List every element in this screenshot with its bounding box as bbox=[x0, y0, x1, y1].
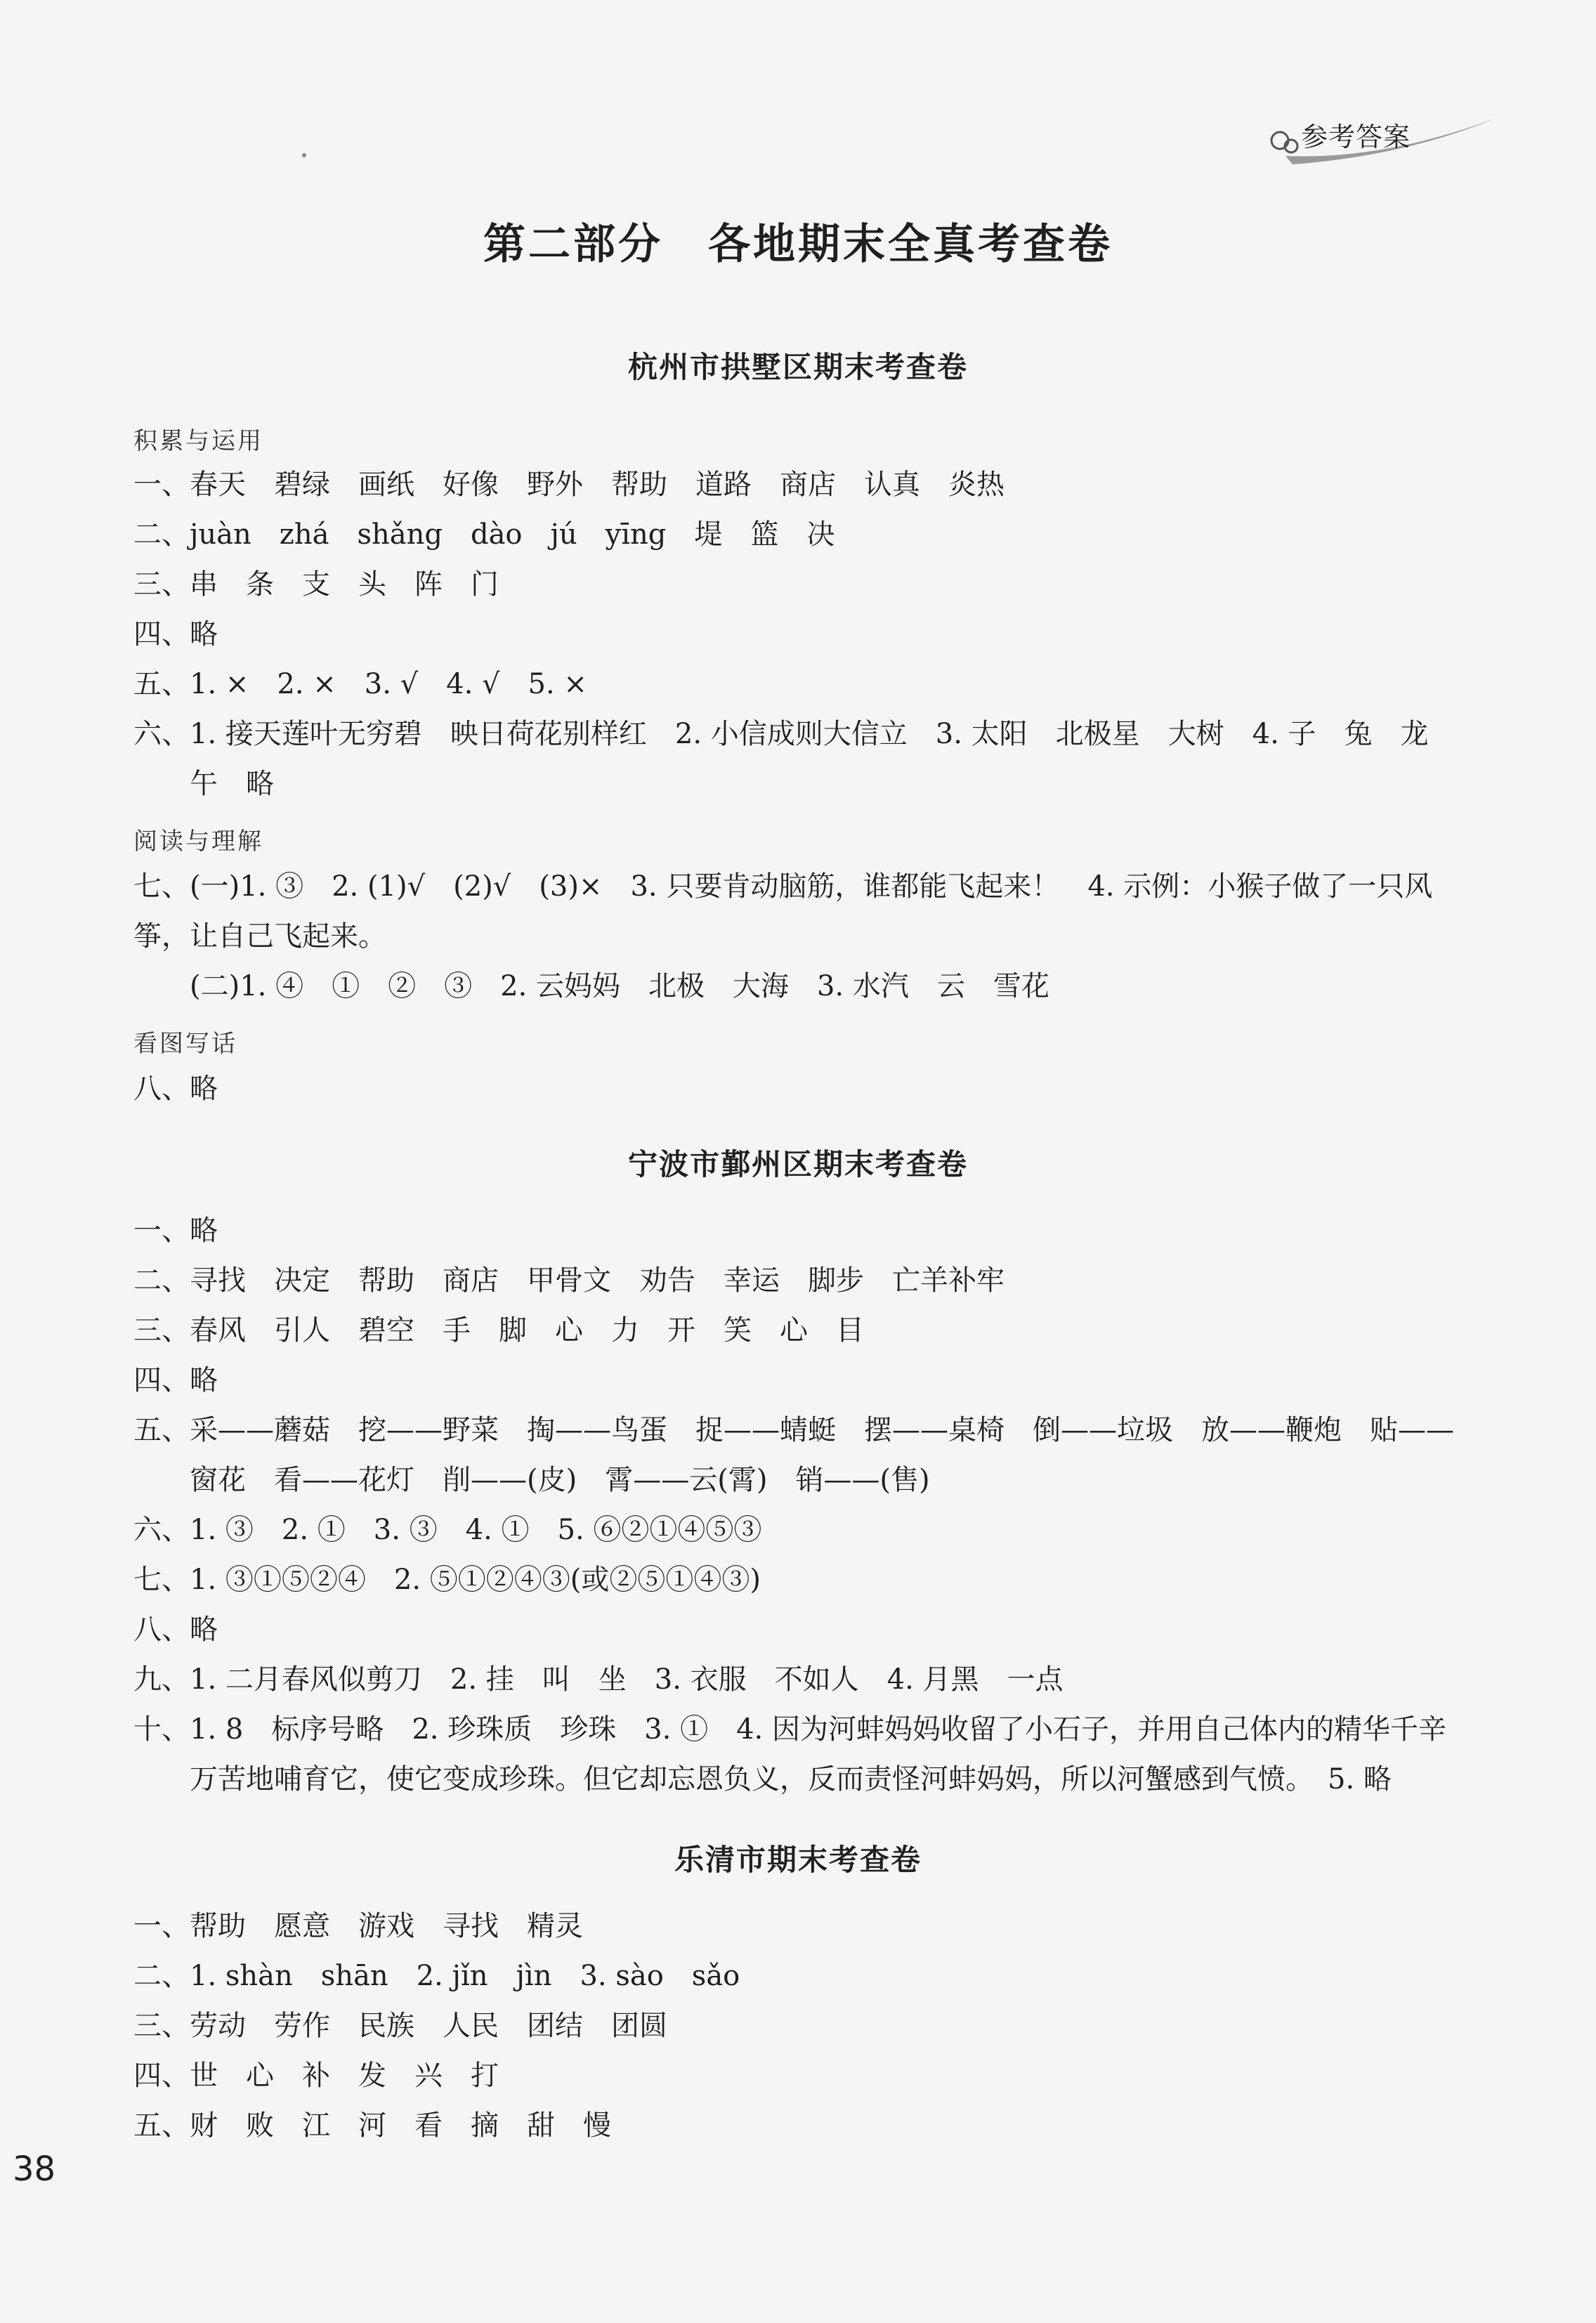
speck bbox=[302, 153, 306, 157]
answer-line: 九、1. 二月春风似剪刀 2. 挂 叫 坐 3. 衣服 不如人 4. 月黑 一点 bbox=[133, 1663, 1064, 1696]
answer-line: 七、1. ③①⑤②④ 2. ⑤①②④③(或②⑤①④③) bbox=[133, 1564, 761, 1596]
answer-line: 三、春风 引人 碧空 手 脚 心 力 开 笑 心 目 bbox=[133, 1314, 864, 1347]
section-title-ningbo: 宁波市鄞州区期末考查卷 bbox=[627, 1147, 968, 1182]
answer-line: 一、春天 碧绿 画纸 好像 野外 帮助 道路 商店 认真 炎热 bbox=[133, 469, 1005, 501]
answer-line: 四、略 bbox=[133, 1364, 218, 1396]
answer-line: 七、(一)1. ③ 2. (1)√ (2)√ (3)× 3. 只要肯动脑筋，谁都能飞起来！ 4. 示例：小猴子做了一只风 bbox=[133, 870, 1433, 903]
answer-line: 二、寻找 决定 帮助 商店 甲骨文 劝告 幸运 脚步 亡羊补牢 bbox=[133, 1264, 1005, 1297]
answer-line: 二、1. shàn shān 2. jǐn jìn 3. sào sǎo bbox=[133, 1960, 740, 1992]
answer-key-badge bbox=[1264, 112, 1503, 176]
answer-line: 六、1. 接天莲叶无穷碧 映日荷花别样红 2. 小信成则大信立 3. 太阳 北极星 大树 4. 子 兔 龙 bbox=[133, 718, 1429, 750]
answer-line: 筝，让自己飞起来。 bbox=[133, 920, 386, 953]
answer-line: 八、略 bbox=[133, 1614, 218, 1646]
answer-line: (二)1. ④ ① ② ③ 2. 云妈妈 北极 大海 3. 水汽 云 雪花 bbox=[133, 970, 1049, 1002]
subhead-accumulation: 积累与运用 bbox=[133, 427, 263, 455]
page-title: 第二部分 各地期末全真考查卷 bbox=[483, 220, 1113, 269]
answer-line: 五、财 败 江 河 看 摘 甜 慢 bbox=[133, 2109, 611, 2142]
answer-line: 十、1. 8 标序号略 2. 珍珠质 珍珠 3. ① 4. 因为河蚌妈妈收留了小石子，并用自己体内的精华千辛 bbox=[133, 1713, 1446, 1746]
answer-line: 一、帮助 愿意 游戏 寻找 精灵 bbox=[133, 1910, 583, 1942]
answer-line: 五、1. × 2. × 3. √ 4. √ 5. × bbox=[133, 668, 587, 700]
answer-line: 三、劳动 劳作 民族 人民 团结 团圆 bbox=[133, 2010, 667, 2042]
answer-line: 午 略 bbox=[133, 768, 274, 800]
section-title-yueqing: 乐清市期末考查卷 bbox=[674, 1843, 922, 1877]
answer-line: 四、略 bbox=[133, 618, 218, 650]
answer-line: 五、采——蘑菇 挖——野菜 掏——鸟蛋 捉——蜻蜓 摆——桌椅 倒——垃圾 放——鞭炮 贴—— bbox=[133, 1414, 1454, 1446]
answer-line: 一、略 bbox=[133, 1215, 218, 1247]
answer-line: 六、1. ③ 2. ① 3. ③ 4. ① 5. ⑥②①④⑤③ bbox=[133, 1514, 762, 1546]
badge-text: 参考答案 bbox=[1301, 122, 1411, 152]
answer-line: 八、略 bbox=[133, 1073, 218, 1105]
section-title-hangzhou: 杭州市拱墅区期末考查卷 bbox=[627, 350, 968, 384]
subhead-picture-writing: 看图写话 bbox=[133, 1030, 237, 1058]
answer-line: 二、juàn zhá shǎng dào jú yīng 堤 篮 决 bbox=[133, 518, 835, 551]
subhead-reading: 阅读与理解 bbox=[133, 827, 263, 856]
answer-line: 三、串 条 支 头 阵 门 bbox=[133, 568, 499, 601]
page-number: 38 bbox=[13, 2149, 56, 2189]
answer-line: 四、世 心 补 发 兴 打 bbox=[133, 2060, 499, 2092]
answer-line: 万苦地哺育它，使它变成珍珠。但它却忘恩负义，反而责怪河蚌妈妈，所以河蟹感到气愤。 5. 略 bbox=[133, 1763, 1392, 1795]
answer-line: 窗花 看——花灯 削——(皮) 霄——云(霄) 销——(售) bbox=[133, 1464, 930, 1496]
